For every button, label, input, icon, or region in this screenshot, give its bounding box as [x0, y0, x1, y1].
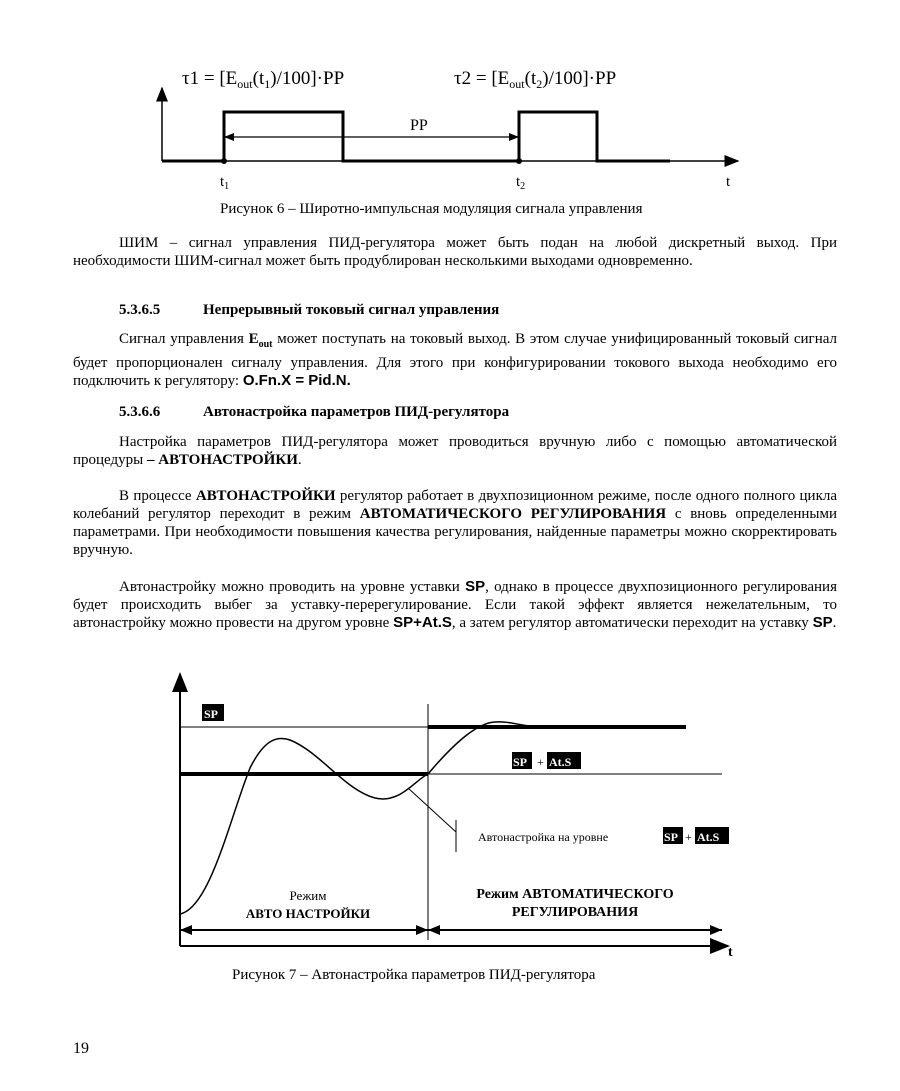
sp-label: SP: [664, 830, 679, 844]
pp-label: PP: [410, 117, 428, 134]
mode-autotune-line2: АВТО НАСТРОЙКИ: [245, 906, 371, 921]
t-axis-label: t: [726, 174, 731, 190]
autotune-level-label: Автонастройка на уровне: [478, 830, 609, 844]
paragraph-pwm: ШИМ – сигнал управления ПИД-регулятора может быть подан на любой дискретный выход. При необходимости ШИМ-сигнал может быть продублирован несколькими выходами одновременно.: [73, 235, 837, 269]
paragraph-current-output: Сигнал управления $E_{out}$ может поступать на токовый выход. В этом случае унифицированный токовый сигнал будет пропорционален сигналу управления. Для этого при конфигурировании токового выхода необходимо его подключить к регулятору: O.Fn.X = Pid.N.: [73, 331, 837, 389]
tau2-formula: $\tau 2 = [E_{out}(t_2)/100]\cdot PP$: [454, 68, 617, 91]
mode-autotune-line1: Режим: [289, 888, 327, 903]
section-heading-5-3-6-6: [119, 404, 509, 421]
figure-7-caption: Рисунок 7 – Автонастройка параметров ПИД-регулятора: [232, 967, 596, 983]
t1-point: [221, 158, 227, 164]
t-axis-label: t: [728, 945, 733, 960]
section-number: 5.3.6.6: [119, 404, 161, 420]
section-heading-5-3-6-5: [119, 302, 499, 319]
t2-point: [516, 158, 522, 164]
figure-7-autotune-diagram: [160, 668, 750, 963]
paragraph-autotune-process: В процессе АВТОНАСТРОЙКИ регулятор работает в двухпозиционном режиме, после одного полного цикла колебаний регулятор переходит в режим АВТОМАТИЧЕСКОГО РЕГУЛИРОВАНИЯ с вновь определенными параметрами. При необходимости повышения качества регулирования, найденные параметры можно скорректировать вручную.: [73, 488, 838, 558]
t2-label: $t_2$: [516, 174, 526, 192]
config-code: O.Fn.X = Pid.N.: [242, 372, 351, 389]
ats-label: At.S: [697, 830, 720, 844]
section-number: 5.3.6.5: [119, 302, 161, 318]
ats-label: At.S: [549, 755, 572, 769]
t1-label: $t_1$: [220, 174, 230, 192]
sp-label: SP: [204, 707, 219, 721]
plus-sign: +: [537, 755, 544, 769]
mode-regulation-line2: РЕГУЛИРОВАНИЯ: [511, 905, 639, 920]
paragraph-autotune-level: Автонастройку можно проводить на уровне уставки SP, однако в процессе двухпозиционного регулирования будет происходить выбег за уставку-перерегулирование. Если такой эффект является нежелательным, то автонастройку можно провести на другом уровне SP+At.S, а затем регулятор автоматически переходит на уставку SP.: [73, 578, 837, 631]
eout-symbol: $E_{out}$: [248, 331, 273, 350]
section-title: Автонастройка параметров ПИД-регулятора: [203, 404, 510, 420]
tau1-formula: $\tau 1 = [E_{out}(t_1)/100]\cdot PP$: [182, 68, 345, 91]
process-variable-curve: [180, 722, 540, 914]
sp-label: SP: [513, 755, 528, 769]
figure-6-caption: Рисунок 6 – Широтно-импульсная модуляция сигнала управления: [220, 201, 643, 217]
section-title: Непрерывный токовый сигнал управления: [203, 302, 500, 318]
page-number: 19: [73, 1040, 89, 1057]
mode-regulation-line1: Режим АВТОМАТИЧЕСКОГО: [476, 887, 674, 902]
callout-line: [408, 788, 456, 832]
figure-6-pwm-diagram: [140, 60, 760, 195]
paragraph-autotune-intro: Настройка параметров ПИД-регулятора может проводиться вручную либо с помощью автоматической процедуры – АВТОНАСТРОЙКИ.: [73, 434, 837, 468]
plus-sign: +: [685, 830, 692, 844]
